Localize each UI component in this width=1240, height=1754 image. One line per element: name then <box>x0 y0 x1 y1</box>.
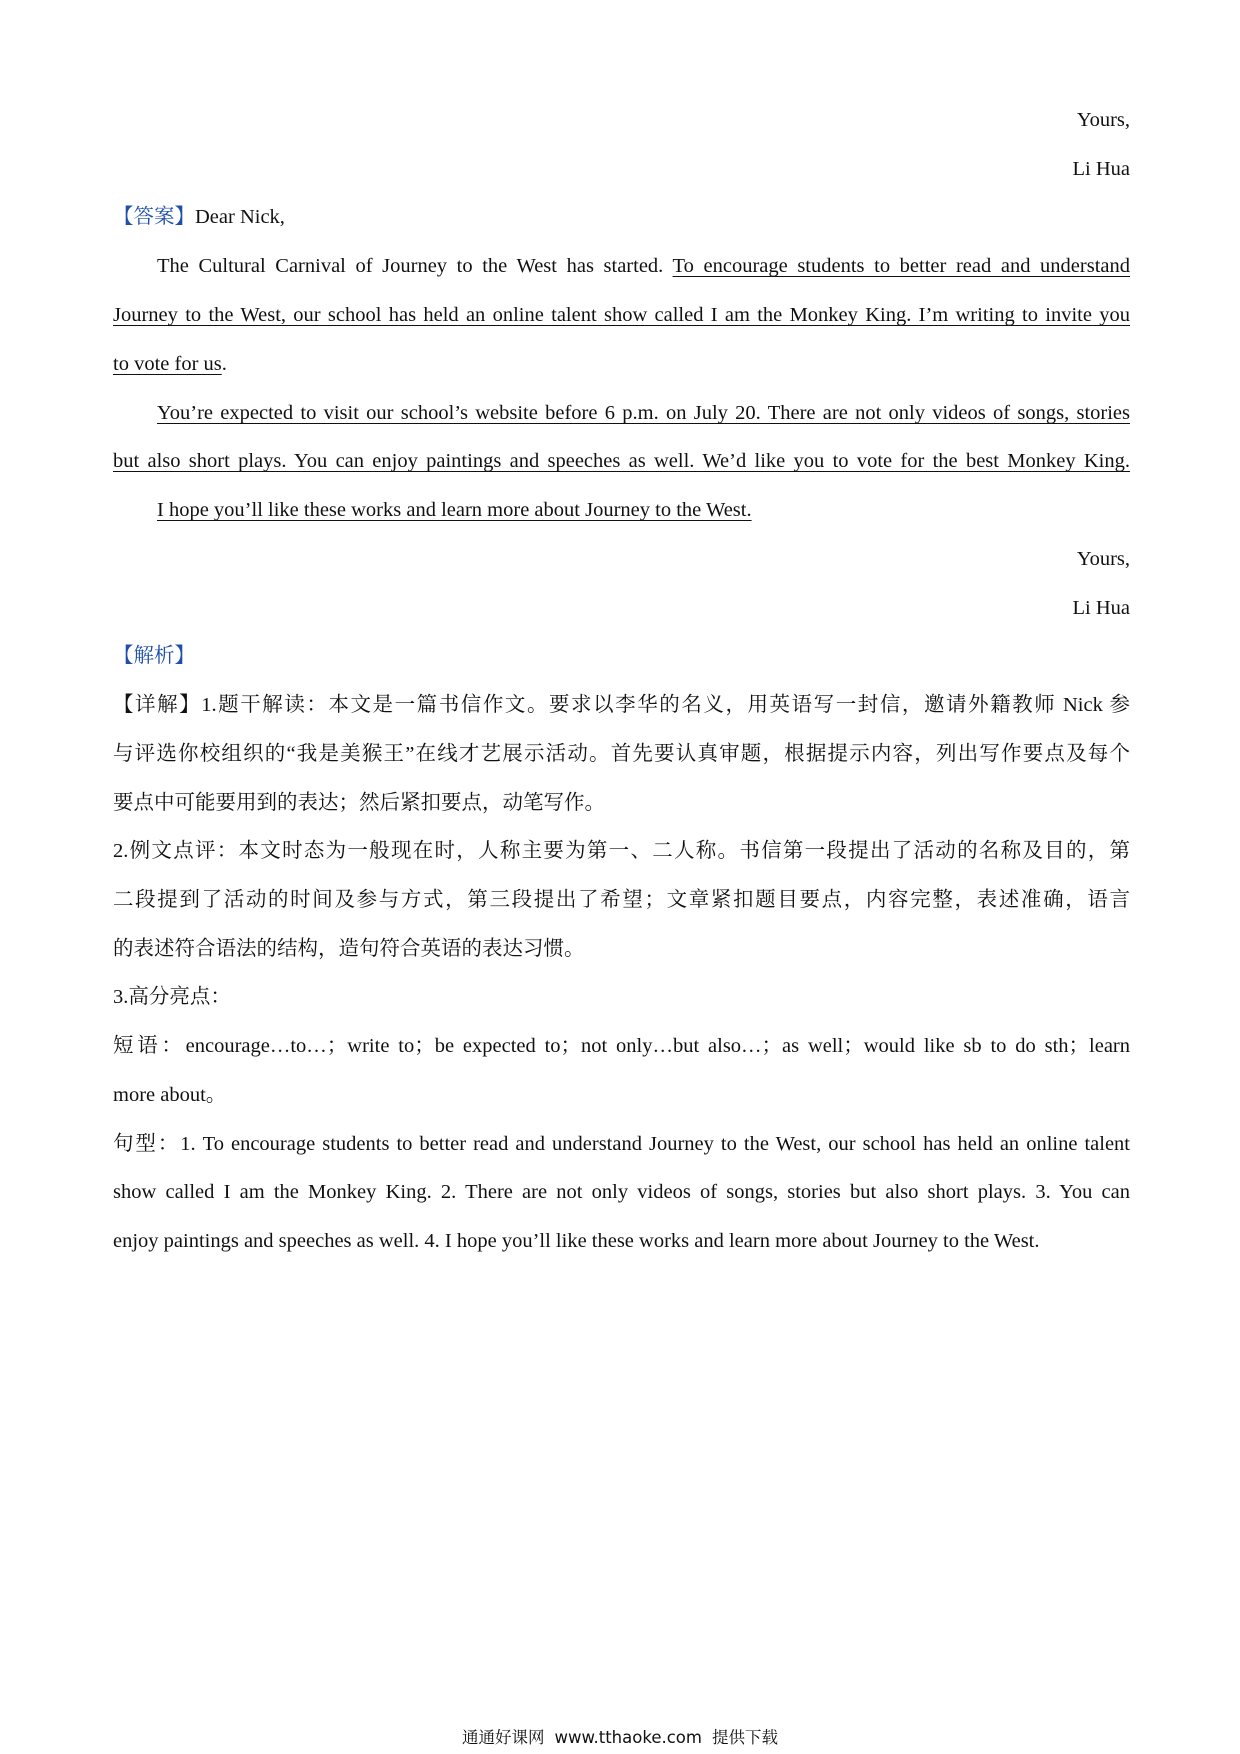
footer-url[interactable]: www.tthaoke.com <box>554 1728 702 1747</box>
page-footer <box>0 1726 1240 1750</box>
answer-heading-line <box>113 200 1130 234</box>
answer-p2-line1: You’re expected to visit our school’s website before 6 p.m. on July 20. There are not only videos of songs, stories <box>157 402 1130 424</box>
answer-signature: Li Hua <box>1072 597 1130 619</box>
detail-line1 <box>113 688 1130 722</box>
answer-p1-line2: Journey to the West, our school has held an online talent show called I am the Monkey King. I’m writing to invite you <box>113 304 1130 326</box>
comment-line2: 二段提到了活动的时间及参与方式，第三段提出了希望；文章紧扣题目要点，内容完整，表述准确，语言 <box>113 889 1130 911</box>
detail-tag: 【详解】 <box>113 694 202 716</box>
answer-p1-line1 <box>157 249 1130 283</box>
top-closing: Yours, <box>1076 109 1130 131</box>
comment-line3: 的表述符合语法的结构，造句符合英语的表达习惯。 <box>113 938 585 960</box>
detail-line3: 要点中可能要用到的表达；然后紧扣要点，动笔写作。 <box>113 792 605 814</box>
footer-site-name: 通通好课网 <box>462 1728 545 1747</box>
answer-p1-underlined-end: to vote for us <box>113 353 222 375</box>
answer-p3-line1 <box>157 493 1130 527</box>
highlights-title: 3.高分亮点： <box>113 986 231 1008</box>
answer-closing: Yours, <box>1076 548 1130 570</box>
detail-line2: 与评选你校组织的“我是美猴王”在线才艺展示活动。首先要认真审题，根据提示内容，列出写作要点及每个 <box>113 743 1130 765</box>
sentences-line2: show called I am the Monkey King. 2. There are not only videos of songs, stories but also short plays. 3. You can <box>113 1181 1130 1203</box>
answer-salutation: Dear Nick, <box>195 206 285 228</box>
answer-p1-line3 <box>113 347 1130 381</box>
phrases-line2: more about。 <box>113 1084 227 1106</box>
answer-p1-plain: The Cultural Carnival of Journey to the West has started. <box>157 255 673 277</box>
phrases-line1: 短语：encourage…to…；write to；be expected to；not only…but also…；as well；would like sb to do sth；learn <box>113 1035 1130 1057</box>
analysis-tag: 【解析】 <box>113 645 195 667</box>
detail-text-1: 1.题干解读：本文是一篇书信作文。要求以李华的名义，用英语写一封信，邀请外籍教师 Nick 参 <box>201 694 1130 716</box>
comment-line1: 2.例文点评：本文时态为一般现在时，人称主要为第一、二人称。书信第一段提出了活动的名称及目的，第 <box>113 840 1130 862</box>
answer-p2-line2: but also short plays. You can enjoy paintings and speeches as well. We’d like you to vote for the best Monkey King. <box>113 450 1130 472</box>
answer-p1-period: . <box>221 353 227 375</box>
footer-provider: 提供下载 <box>711 1728 778 1747</box>
sentences-line1: 句型：1. To encourage students to better read and understand Journey to the West, our school has held an online talent <box>113 1133 1130 1155</box>
answer-tag: 【答案】 <box>113 206 195 228</box>
answer-p3-text: I hope you’ll like these works and learn more about Journey to the West. <box>157 499 752 521</box>
answer-p1-underlined-start: To encourage students to better read and understand <box>672 255 1130 277</box>
sentences-line3: enjoy paintings and speeches as well. 4. I hope you’ll like these works and learn more about Journey to the West. <box>113 1230 1040 1252</box>
top-signature: Li Hua <box>1072 158 1130 180</box>
